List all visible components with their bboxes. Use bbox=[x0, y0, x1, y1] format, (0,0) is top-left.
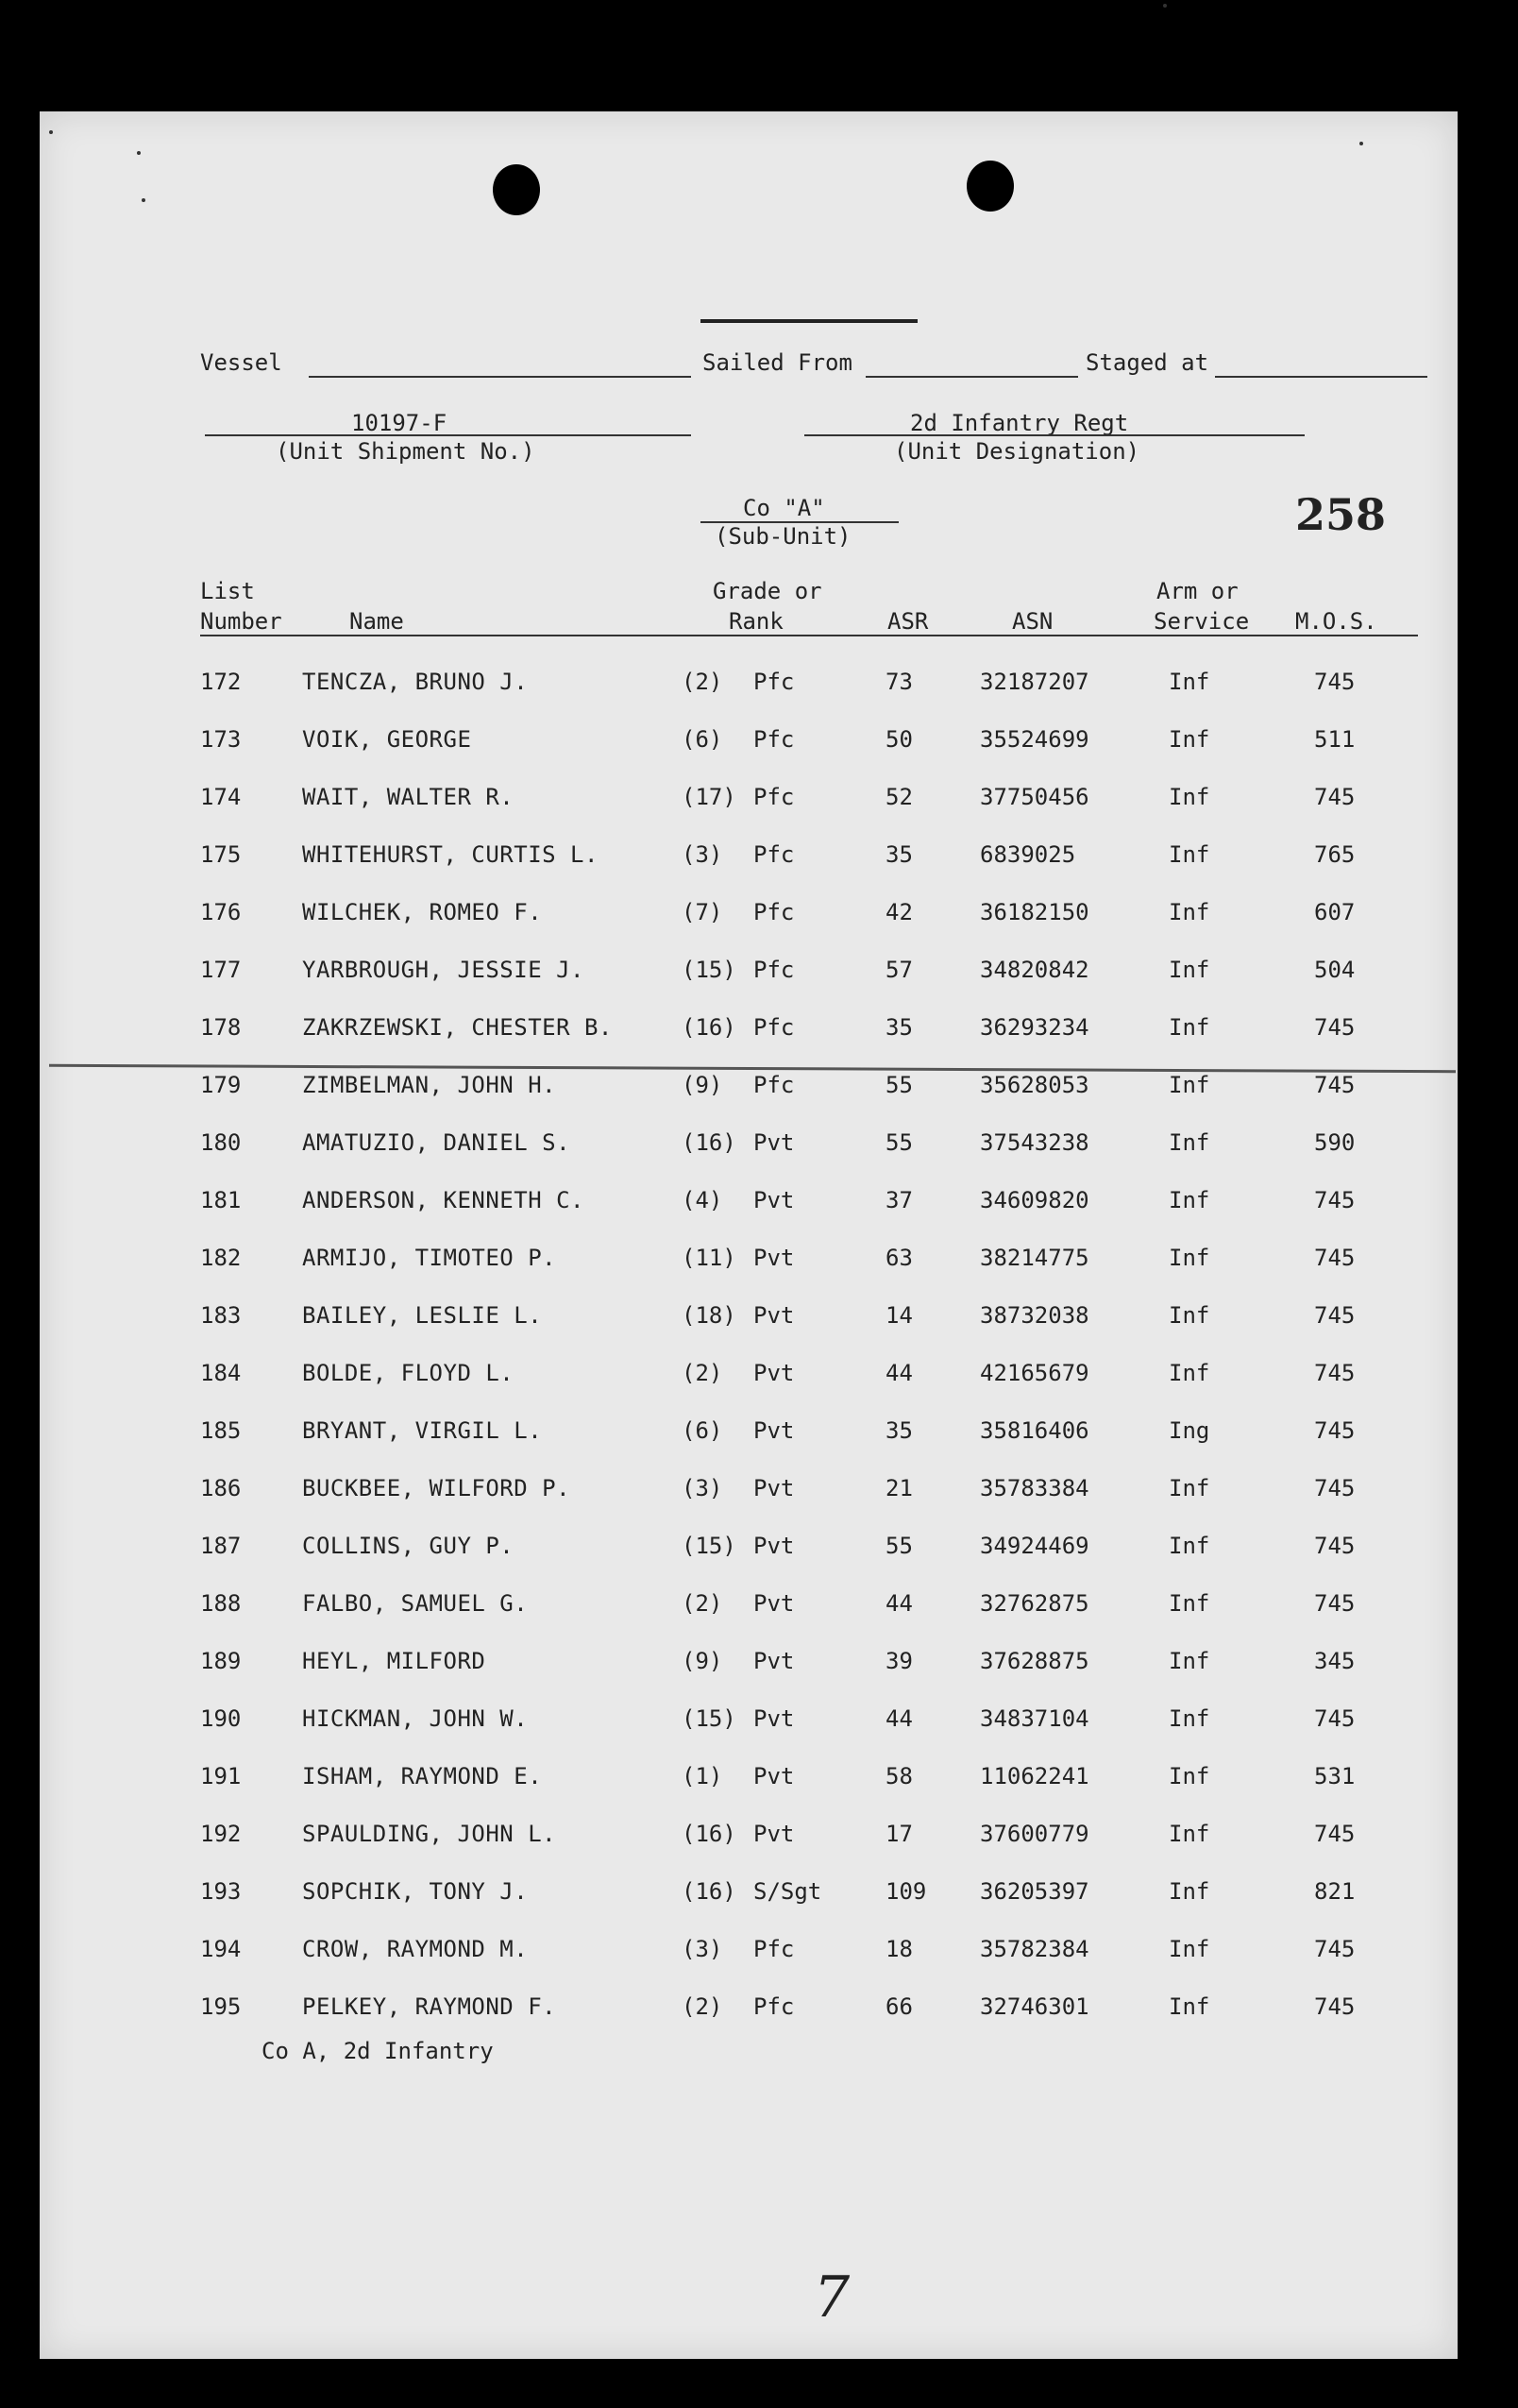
cell-arm: Inf bbox=[1169, 1072, 1210, 1098]
cell-asn: 42165679 bbox=[980, 1360, 1089, 1386]
table-row bbox=[40, 957, 1458, 1009]
cell-list: 174 bbox=[200, 784, 242, 810]
cell-asn: 36182150 bbox=[980, 899, 1089, 925]
cell-rank: Pvt bbox=[753, 1763, 795, 1789]
unit-shipment-no: 10197-F bbox=[351, 410, 447, 436]
cell-name: BRYANT, VIRGIL L. bbox=[302, 1417, 543, 1444]
cell-mos: 765 bbox=[1314, 841, 1356, 868]
cell-arm: Inf bbox=[1169, 1590, 1210, 1617]
cell-mos: 504 bbox=[1314, 957, 1356, 983]
table-row bbox=[40, 1187, 1458, 1240]
cell-asr: 42 bbox=[886, 899, 913, 925]
cell-asn: 32746301 bbox=[980, 1993, 1089, 2020]
cell-list: 172 bbox=[200, 669, 242, 695]
cell-list: 181 bbox=[200, 1187, 242, 1213]
staged-at-line bbox=[1215, 376, 1427, 378]
cell-rank: Pvt bbox=[753, 1187, 795, 1213]
cell-arm: Inf bbox=[1169, 1648, 1210, 1674]
handwritten-number: 7 bbox=[814, 2264, 851, 2331]
cell-list: 182 bbox=[200, 1245, 242, 1271]
cell-list: 185 bbox=[200, 1417, 242, 1444]
cell-arm: Inf bbox=[1169, 669, 1210, 695]
cell-rank: Pvt bbox=[753, 1533, 795, 1559]
cell-grade: (6) bbox=[682, 1417, 723, 1444]
table-row bbox=[40, 1821, 1458, 1874]
cell-arm: Inf bbox=[1169, 841, 1210, 868]
punch-hole-right bbox=[967, 161, 1014, 212]
cell-rank: Pvt bbox=[753, 1590, 795, 1617]
cell-grade: (1) bbox=[682, 1763, 723, 1789]
cell-list: 189 bbox=[200, 1648, 242, 1674]
cell-mos: 745 bbox=[1314, 1187, 1356, 1213]
cell-list: 175 bbox=[200, 841, 242, 868]
cell-mos: 745 bbox=[1314, 1590, 1356, 1617]
cell-asr: 14 bbox=[886, 1302, 913, 1329]
cell-mos: 745 bbox=[1314, 1475, 1356, 1501]
cell-name: YARBROUGH, JESSIE J. bbox=[302, 957, 584, 983]
cell-asr: 18 bbox=[886, 1936, 913, 1962]
cell-name: WHITEHURST, CURTIS L. bbox=[302, 841, 599, 868]
cell-asr: 55 bbox=[886, 1129, 913, 1156]
cell-asn: 35783384 bbox=[980, 1475, 1089, 1501]
cell-rank: Pfc bbox=[753, 957, 795, 983]
cell-grade: (2) bbox=[682, 669, 723, 695]
cell-arm: Inf bbox=[1169, 1129, 1210, 1156]
cell-list: 184 bbox=[200, 1360, 242, 1386]
cell-rank: Pvt bbox=[753, 1475, 795, 1501]
cell-mos: 745 bbox=[1314, 1014, 1356, 1041]
cell-rank: Pvt bbox=[753, 1245, 795, 1271]
page-number: 258 bbox=[1295, 489, 1387, 540]
cell-grade: (3) bbox=[682, 841, 723, 868]
cell-name: CROW, RAYMOND M. bbox=[302, 1936, 529, 1962]
cell-list: 173 bbox=[200, 726, 242, 753]
col-name: Name bbox=[349, 608, 404, 635]
cell-name: AMATUZIO, DANIEL S. bbox=[302, 1129, 571, 1156]
sub-unit-caption: (Sub-Unit) bbox=[715, 523, 852, 550]
table-row bbox=[40, 1475, 1458, 1528]
cell-asr: 44 bbox=[886, 1590, 913, 1617]
cell-arm: Inf bbox=[1169, 1993, 1210, 2020]
cell-asn: 32762875 bbox=[980, 1590, 1089, 1617]
cell-arm: Inf bbox=[1169, 1302, 1210, 1329]
document-page bbox=[40, 111, 1458, 2359]
cell-name: ISHAM, RAYMOND E. bbox=[302, 1763, 543, 1789]
table-row bbox=[40, 1302, 1458, 1355]
cell-asn: 36293234 bbox=[980, 1014, 1089, 1041]
cell-grade: (15) bbox=[682, 957, 736, 983]
table-row bbox=[40, 1705, 1458, 1758]
cell-name: SPAULDING, JOHN L. bbox=[302, 1821, 557, 1847]
cell-asn: 34924469 bbox=[980, 1533, 1089, 1559]
cell-name: SOPCHIK, TONY J. bbox=[302, 1878, 529, 1905]
cell-arm: Inf bbox=[1169, 1475, 1210, 1501]
cell-name: COLLINS, GUY P. bbox=[302, 1533, 514, 1559]
cell-asn: 35628053 bbox=[980, 1072, 1089, 1098]
cell-mos: 511 bbox=[1314, 726, 1356, 753]
cell-arm: Inf bbox=[1169, 1187, 1210, 1213]
col-arm-line2: Service bbox=[1154, 608, 1250, 635]
cell-mos: 745 bbox=[1314, 1705, 1356, 1732]
vessel-line bbox=[309, 376, 691, 378]
cell-rank: Pfc bbox=[753, 784, 795, 810]
cell-arm: Ing bbox=[1169, 1417, 1210, 1444]
cell-list: 190 bbox=[200, 1705, 242, 1732]
cell-name: VOIK, GEORGE bbox=[302, 726, 472, 753]
cell-asr: 35 bbox=[886, 841, 913, 868]
punch-hole-left bbox=[493, 164, 540, 215]
table-row bbox=[40, 669, 1458, 721]
cell-rank: Pvt bbox=[753, 1648, 795, 1674]
staged-at-label: Staged at bbox=[1086, 349, 1209, 376]
cell-name: ZIMBELMAN, JOHN H. bbox=[302, 1072, 557, 1098]
cell-mos: 745 bbox=[1314, 1072, 1356, 1098]
unit-designation: 2d Infantry Regt bbox=[910, 410, 1129, 436]
cell-mos: 590 bbox=[1314, 1129, 1356, 1156]
cell-asn: 38214775 bbox=[980, 1245, 1089, 1271]
col-mos: M.O.S. bbox=[1295, 608, 1377, 635]
cell-grade: (9) bbox=[682, 1648, 723, 1674]
cell-mos: 745 bbox=[1314, 1417, 1356, 1444]
cell-asn: 38732038 bbox=[980, 1302, 1089, 1329]
cell-asr: 73 bbox=[886, 669, 913, 695]
cell-rank: Pvt bbox=[753, 1705, 795, 1732]
cell-mos: 745 bbox=[1314, 1245, 1356, 1271]
scan-speck bbox=[1359, 142, 1363, 145]
cell-list: 183 bbox=[200, 1302, 242, 1329]
cell-name: TENCZA, BRUNO J. bbox=[302, 669, 529, 695]
cell-mos: 745 bbox=[1314, 1360, 1356, 1386]
cell-asn: 6839025 bbox=[980, 841, 1076, 868]
cell-list: 177 bbox=[200, 957, 242, 983]
cell-asr: 35 bbox=[886, 1417, 913, 1444]
cell-rank: Pvt bbox=[753, 1417, 795, 1444]
cell-name: HICKMAN, JOHN W. bbox=[302, 1705, 529, 1732]
table-row bbox=[40, 1533, 1458, 1586]
cell-asr: 21 bbox=[886, 1475, 913, 1501]
cell-mos: 745 bbox=[1314, 1533, 1356, 1559]
table-row bbox=[40, 841, 1458, 894]
cell-rank: Pfc bbox=[753, 841, 795, 868]
cell-asn: 34820842 bbox=[980, 957, 1089, 983]
col-asr: ASR bbox=[887, 608, 929, 635]
table-row bbox=[40, 899, 1458, 952]
table-row bbox=[40, 1878, 1458, 1931]
cell-arm: Inf bbox=[1169, 1360, 1210, 1386]
cell-grade: (16) bbox=[682, 1878, 736, 1905]
cell-arm: Inf bbox=[1169, 784, 1210, 810]
cell-arm: Inf bbox=[1169, 1763, 1210, 1789]
cell-arm: Inf bbox=[1169, 899, 1210, 925]
cell-grade: (3) bbox=[682, 1936, 723, 1962]
cell-asr: 55 bbox=[886, 1072, 913, 1098]
cell-asr: 57 bbox=[886, 957, 913, 983]
cell-rank: Pvt bbox=[753, 1302, 795, 1329]
cell-rank: S/Sgt bbox=[753, 1878, 822, 1905]
cell-arm: Inf bbox=[1169, 1245, 1210, 1271]
cell-arm: Inf bbox=[1169, 1936, 1210, 1962]
cell-rank: Pvt bbox=[753, 1129, 795, 1156]
col-asn: ASN bbox=[1012, 608, 1054, 635]
cell-list: 193 bbox=[200, 1878, 242, 1905]
cell-rank: Pfc bbox=[753, 899, 795, 925]
cell-list: 195 bbox=[200, 1993, 242, 2020]
sailed-from-line bbox=[866, 376, 1078, 378]
table-row bbox=[40, 1648, 1458, 1701]
cell-grade: (16) bbox=[682, 1014, 736, 1041]
cell-asn: 35524699 bbox=[980, 726, 1089, 753]
cell-name: WILCHEK, ROMEO F. bbox=[302, 899, 543, 925]
cell-grade: (9) bbox=[682, 1072, 723, 1098]
cell-name: WAIT, WALTER R. bbox=[302, 784, 514, 810]
cell-name: HEYL, MILFORD bbox=[302, 1648, 486, 1674]
cell-mos: 745 bbox=[1314, 1936, 1356, 1962]
cell-mos: 745 bbox=[1314, 669, 1356, 695]
cell-mos: 745 bbox=[1314, 1821, 1356, 1847]
scan-speck bbox=[49, 130, 53, 134]
cell-arm: Inf bbox=[1169, 1821, 1210, 1847]
cell-name: ZAKRZEWSKI, CHESTER B. bbox=[302, 1014, 613, 1041]
cell-arm: Inf bbox=[1169, 1878, 1210, 1905]
table-row bbox=[40, 1072, 1458, 1125]
cell-asn: 37543238 bbox=[980, 1129, 1089, 1156]
cell-rank: Pfc bbox=[753, 669, 795, 695]
cell-asn: 37750456 bbox=[980, 784, 1089, 810]
cell-list: 188 bbox=[200, 1590, 242, 1617]
cell-name: ANDERSON, KENNETH C. bbox=[302, 1187, 584, 1213]
cell-rank: Pfc bbox=[753, 1993, 795, 2020]
cell-grade: (4) bbox=[682, 1187, 723, 1213]
cell-asn: 35816406 bbox=[980, 1417, 1089, 1444]
cell-asr: 17 bbox=[886, 1821, 913, 1847]
cell-rank: Pfc bbox=[753, 1014, 795, 1041]
scan-speck bbox=[137, 151, 141, 155]
cell-name: ARMIJO, TIMOTEO P. bbox=[302, 1245, 557, 1271]
cell-list: 187 bbox=[200, 1533, 242, 1559]
table-row bbox=[40, 1360, 1458, 1413]
cell-asr: 44 bbox=[886, 1360, 913, 1386]
unit-shipment-line bbox=[205, 434, 691, 436]
cell-name: BOLDE, FLOYD L. bbox=[302, 1360, 514, 1386]
cell-list: 191 bbox=[200, 1763, 242, 1789]
col-list-line2: Number bbox=[200, 608, 282, 635]
cell-grade: (6) bbox=[682, 726, 723, 753]
cell-list: 180 bbox=[200, 1129, 242, 1156]
table-row bbox=[40, 1245, 1458, 1297]
cell-name: BUCKBEE, WILFORD P. bbox=[302, 1475, 571, 1501]
cell-mos: 607 bbox=[1314, 899, 1356, 925]
cell-asn: 35782384 bbox=[980, 1936, 1089, 1962]
cell-rank: Pfc bbox=[753, 1936, 795, 1962]
cell-grade: (7) bbox=[682, 899, 723, 925]
cell-grade: (16) bbox=[682, 1129, 736, 1156]
scan-speck bbox=[142, 198, 145, 202]
table-row bbox=[40, 1590, 1458, 1643]
cell-asn: 34837104 bbox=[980, 1705, 1089, 1732]
cell-asr: 52 bbox=[886, 784, 913, 810]
sub-unit: Co "A" bbox=[743, 495, 825, 521]
cell-arm: Inf bbox=[1169, 1533, 1210, 1559]
cell-grade: (18) bbox=[682, 1302, 736, 1329]
cell-asr: 55 bbox=[886, 1533, 913, 1559]
cell-asr: 39 bbox=[886, 1648, 913, 1674]
cell-grade: (11) bbox=[682, 1245, 736, 1271]
cell-name: FALBO, SAMUEL G. bbox=[302, 1590, 529, 1617]
cell-list: 176 bbox=[200, 899, 242, 925]
cell-rank: Pvt bbox=[753, 1821, 795, 1847]
table-row bbox=[40, 726, 1458, 779]
col-list-line1: List bbox=[200, 578, 255, 604]
cell-rank: Pvt bbox=[753, 1360, 795, 1386]
cell-mos: 745 bbox=[1314, 784, 1356, 810]
cell-asn: 11062241 bbox=[980, 1763, 1089, 1789]
cell-mos: 821 bbox=[1314, 1878, 1356, 1905]
cell-list: 192 bbox=[200, 1821, 242, 1847]
cell-asr: 37 bbox=[886, 1187, 913, 1213]
cell-grade: (2) bbox=[682, 1590, 723, 1617]
redacted-mark bbox=[700, 319, 918, 323]
cell-arm: Inf bbox=[1169, 1705, 1210, 1732]
cell-asr: 44 bbox=[886, 1705, 913, 1732]
cell-grade: (16) bbox=[682, 1821, 736, 1847]
footer-note: Co A, 2d Infantry bbox=[261, 2038, 494, 2064]
table-row bbox=[40, 1993, 1458, 2046]
cell-mos: 745 bbox=[1314, 1993, 1356, 2020]
cell-list: 194 bbox=[200, 1936, 242, 1962]
table-row bbox=[40, 1936, 1458, 1989]
table-row bbox=[40, 1129, 1458, 1182]
col-arm-line1: Arm or bbox=[1156, 578, 1239, 604]
cell-asr: 58 bbox=[886, 1763, 913, 1789]
cell-mos: 531 bbox=[1314, 1763, 1356, 1789]
cell-name: BAILEY, LESLIE L. bbox=[302, 1302, 543, 1329]
unit-shipment-caption: (Unit Shipment No.) bbox=[276, 438, 535, 465]
scan-speck bbox=[1163, 4, 1167, 8]
cell-grade: (15) bbox=[682, 1533, 736, 1559]
cell-asr: 50 bbox=[886, 726, 913, 753]
cell-arm: Inf bbox=[1169, 1014, 1210, 1041]
table-row bbox=[40, 1014, 1458, 1067]
header-rule bbox=[200, 635, 1418, 636]
cell-asr: 63 bbox=[886, 1245, 913, 1271]
cell-arm: Inf bbox=[1169, 957, 1210, 983]
cell-rank: Pfc bbox=[753, 726, 795, 753]
cell-arm: Inf bbox=[1169, 726, 1210, 753]
cell-asr: 35 bbox=[886, 1014, 913, 1041]
cell-mos: 745 bbox=[1314, 1302, 1356, 1329]
unit-designation-caption: (Unit Designation) bbox=[894, 438, 1140, 465]
table-row bbox=[40, 1417, 1458, 1470]
cell-asn: 34609820 bbox=[980, 1187, 1089, 1213]
cell-asn: 37600779 bbox=[980, 1821, 1089, 1847]
col-grade-line2: Rank bbox=[729, 608, 784, 635]
cell-grade: (2) bbox=[682, 1360, 723, 1386]
col-grade-line1: Grade or bbox=[713, 578, 822, 604]
sailed-from-label: Sailed From bbox=[702, 349, 852, 376]
cell-mos: 345 bbox=[1314, 1648, 1356, 1674]
cell-list: 179 bbox=[200, 1072, 242, 1098]
cell-grade: (17) bbox=[682, 784, 736, 810]
vessel-label: Vessel bbox=[200, 349, 282, 376]
cell-asr: 109 bbox=[886, 1878, 927, 1905]
unit-designation-line bbox=[804, 434, 1305, 436]
cell-grade: (15) bbox=[682, 1705, 736, 1732]
cell-grade: (3) bbox=[682, 1475, 723, 1501]
cell-asn: 37628875 bbox=[980, 1648, 1089, 1674]
cell-rank: Pfc bbox=[753, 1072, 795, 1098]
table-row bbox=[40, 1763, 1458, 1816]
cell-asr: 66 bbox=[886, 1993, 913, 2020]
cell-asn: 32187207 bbox=[980, 669, 1089, 695]
cell-name: PELKEY, RAYMOND F. bbox=[302, 1993, 557, 2020]
table-row bbox=[40, 784, 1458, 837]
cell-list: 178 bbox=[200, 1014, 242, 1041]
cell-grade: (2) bbox=[682, 1993, 723, 2020]
cell-list: 186 bbox=[200, 1475, 242, 1501]
cell-asn: 36205397 bbox=[980, 1878, 1089, 1905]
